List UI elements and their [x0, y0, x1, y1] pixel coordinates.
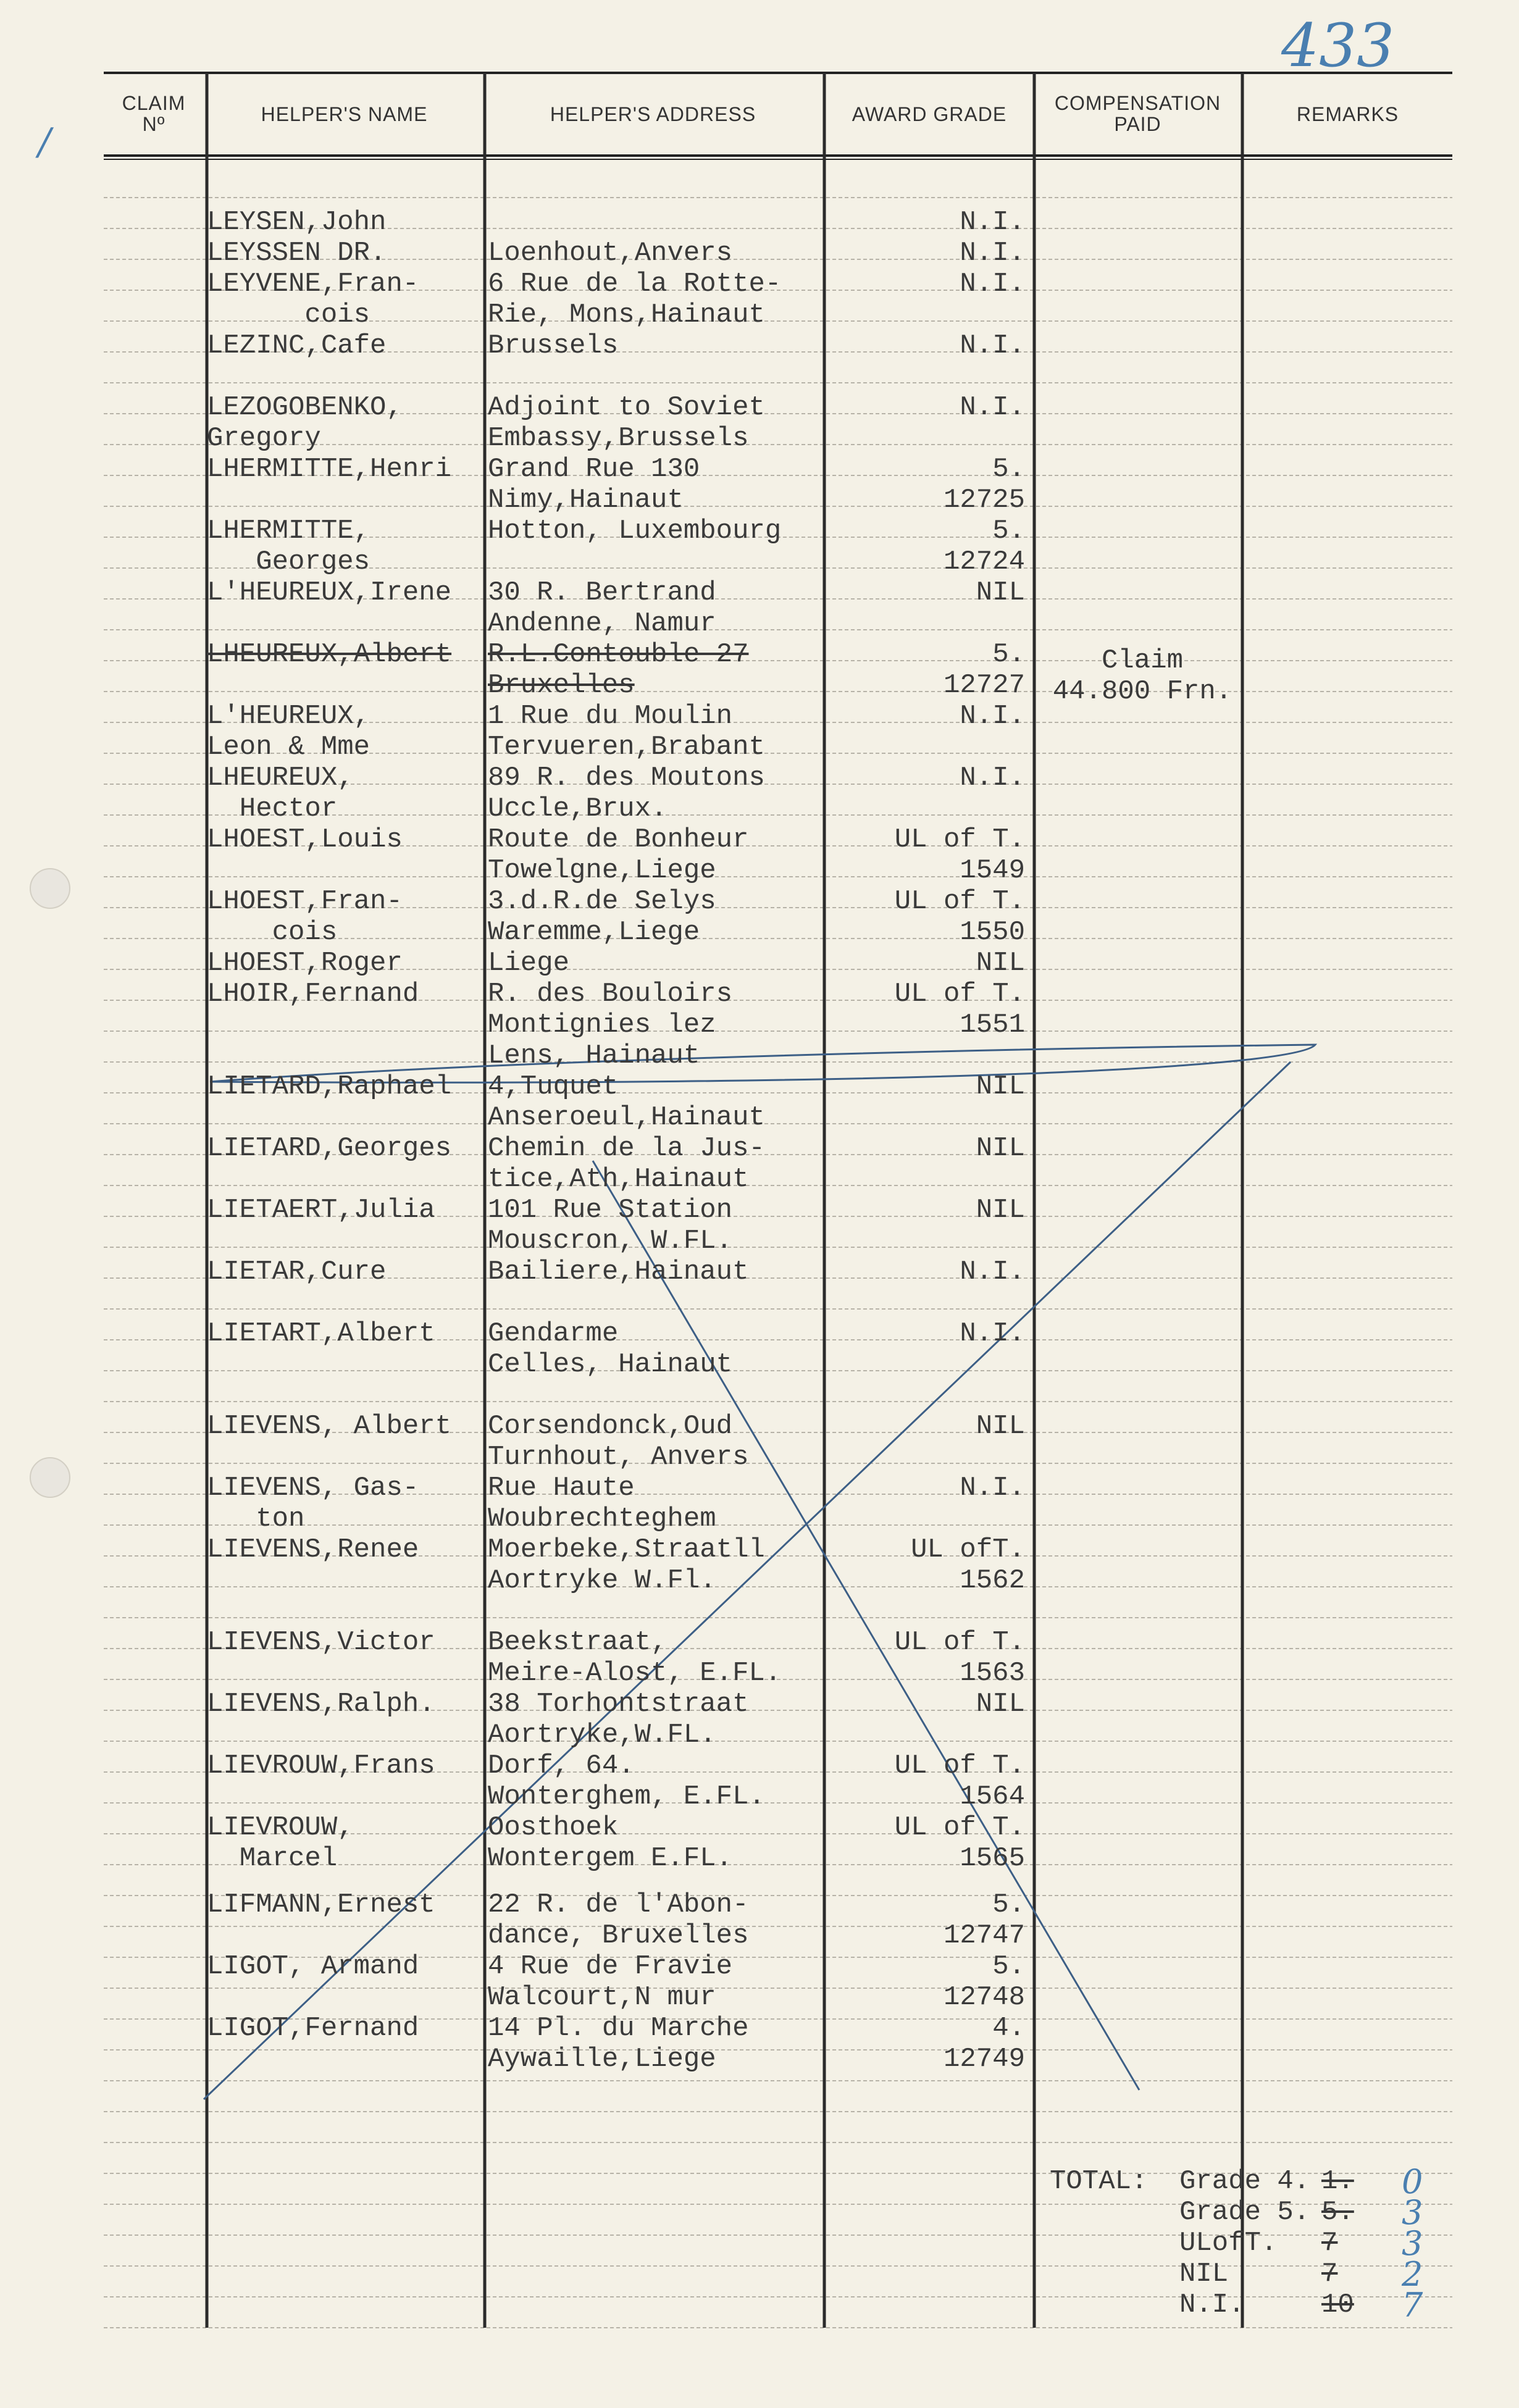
- header-helpers-address: HELPER'S ADDRESS: [550, 103, 756, 125]
- award-grade: UL of T. 1549: [894, 824, 1025, 886]
- helper-address: Grand Rue 130 Nimy,Hainaut: [488, 454, 700, 516]
- helper-address: Rue Haute Woubrechteghem: [488, 1473, 716, 1534]
- total-handwritten-value: 3: [1402, 2193, 1423, 2232]
- helper-name: LIEVENS,Victor: [207, 1627, 435, 1658]
- helper-name: LIFMANN,Ernest: [207, 1889, 435, 1920]
- helper-address: Beekstraat, Meire-Alost, E.FL.: [488, 1627, 782, 1689]
- compensation-paid: Claim 44.800 Frn.: [1052, 645, 1232, 707]
- helper-address: 30 R. Bertrand Andenne, Namur: [488, 577, 716, 639]
- helper-address: 22 R. de l'Abon- dance, Bruxelles: [488, 1889, 749, 1951]
- award-grade: N.I.: [960, 763, 1025, 793]
- total-typed-value: 7: [1321, 2259, 1338, 2289]
- header-compensation-paid: COMPENSATION PAID: [1054, 92, 1221, 135]
- helper-name: LIEVENS,Renee: [207, 1534, 419, 1565]
- total-label: Grade 5.: [1179, 2197, 1310, 2228]
- helper-address: R. des Bouloirs Montignies lez Lens, Hainaut: [488, 979, 733, 1071]
- header-claim-no: CLAIM Nº: [122, 92, 186, 135]
- helper-address: Chemin de la Jus- tice,Ath,Hainaut: [488, 1133, 765, 1195]
- header-award-grade: AWARD GRADE: [852, 103, 1007, 125]
- total-label: ULofT.: [1179, 2228, 1278, 2259]
- award-grade: N.I.: [960, 1256, 1025, 1287]
- helper-address: 4,Tuquet Anseroeul,Hainaut: [488, 1071, 765, 1133]
- helper-name: LIETAR,Cure: [207, 1256, 387, 1287]
- helper-address: Moerbeke,Straatll Aortryke W.Fl.: [488, 1534, 765, 1596]
- header-remarks: REMARKS: [1296, 103, 1399, 125]
- helper-address: Adjoint to Soviet Embassy,Brussels: [488, 392, 765, 454]
- award-grade: NIL: [976, 577, 1025, 608]
- helper-name: LIETARD,Raphael: [207, 1071, 452, 1102]
- award-grade: NIL: [976, 1411, 1025, 1442]
- award-grade: UL of T. 1565: [894, 1812, 1025, 1874]
- helper-address: Hotton, Luxembourg: [488, 516, 782, 546]
- total-label: Grade 4.: [1179, 2166, 1310, 2197]
- helper-name: LHOEST,Fran- cois: [207, 886, 403, 948]
- total-handwritten-value: 7: [1402, 2286, 1423, 2325]
- total-typed-value: 10: [1321, 2289, 1354, 2320]
- helper-name: LHOIR,Fernand: [207, 979, 419, 1010]
- award-grade: NIL: [976, 1133, 1025, 1164]
- award-grade: N.I.: [960, 238, 1025, 269]
- total-handwritten-value: 0: [1402, 2162, 1423, 2201]
- helper-address: 38 Torhontstraat Aortryke,W.FL.: [488, 1689, 749, 1750]
- helper-name: L'HEUREUX,Irene: [207, 577, 452, 608]
- helper-name: LHERMITTE,Henri: [207, 454, 452, 485]
- helper-name: LEYVENE,Fran- cois: [207, 269, 419, 330]
- award-grade: N.I.: [960, 1318, 1025, 1349]
- helper-name: LHOEST,Louis: [207, 824, 403, 855]
- helper-name: LEYSSEN DR.: [207, 238, 387, 269]
- helper-address: 101 Rue Station Mouscron, W.FL.: [488, 1195, 733, 1256]
- award-grade: NIL: [976, 1689, 1025, 1720]
- helper-address: Corsendonck,Oud Turnhout, Anvers: [488, 1411, 749, 1473]
- award-grade: 5. 12727: [943, 639, 1025, 701]
- total-typed-value: 1.: [1321, 2166, 1354, 2197]
- award-grade: UL ofT. 1562: [911, 1534, 1025, 1596]
- helper-name: LHERMITTE, Georges: [207, 516, 370, 577]
- award-grade: N.I.: [960, 392, 1025, 423]
- award-grade: 5. 12724: [943, 516, 1025, 577]
- helper-name: LIEVENS, Albert: [207, 1411, 452, 1442]
- helper-name: LHOEST,Roger: [207, 948, 403, 979]
- helper-name: L'HEUREUX, Leon & Mme: [207, 701, 370, 763]
- award-grade: UL of T. 1564: [894, 1750, 1025, 1812]
- helper-name: LEYSEN,John: [207, 207, 387, 238]
- helper-name: LIEVROUW,Frans: [207, 1750, 435, 1781]
- helper-address: Brussels: [488, 330, 619, 361]
- helper-address: 14 Pl. du Marche Aywaille,Liege: [488, 2013, 749, 2075]
- helper-name: LEZOGOBENKO, Gregory: [207, 392, 403, 454]
- helper-name: LIETART,Albert: [207, 1318, 435, 1349]
- helper-address: Loenhout,Anvers: [488, 238, 733, 269]
- header-helpers-name: HELPER'S NAME: [261, 103, 428, 125]
- helper-name: LIGOT,Fernand: [207, 2013, 419, 2044]
- helper-name: LIETARD,Georges: [207, 1133, 452, 1164]
- award-grade: UL of T. 1563: [894, 1627, 1025, 1689]
- helper-name: LEZINC,Cafe: [207, 330, 387, 361]
- award-grade: N.I.: [960, 1473, 1025, 1503]
- award-grade: N.I.: [960, 207, 1025, 238]
- helper-address: 89 R. des Moutons Uccle,Brux.: [488, 763, 765, 824]
- margin-mark: /: [38, 120, 51, 164]
- helper-address: Dorf, 64. Wonterghem, E.FL.: [488, 1750, 765, 1812]
- total-typed-value: 5.: [1321, 2197, 1354, 2228]
- helper-name: LHEUREUX, Hector: [207, 763, 354, 824]
- award-grade: 5. 12747: [943, 1889, 1025, 1951]
- award-grade: NIL: [976, 1195, 1025, 1226]
- total-label: NIL: [1179, 2259, 1229, 2289]
- award-grade: NIL: [976, 1071, 1025, 1102]
- helper-name: LIEVENS,Ralph.: [207, 1689, 435, 1720]
- award-grade: N.I.: [960, 330, 1025, 361]
- total-handwritten-value: 3: [1402, 2224, 1423, 2263]
- helper-address: 1 Rue du Moulin Tervueren,Brabant: [488, 701, 765, 763]
- helper-address: 3.d.R.de Selys Waremme,Liege: [488, 886, 716, 948]
- helper-name: LIGOT, Armand: [207, 1951, 419, 1982]
- helper-name: LIEVENS, Gas- ton: [207, 1473, 419, 1534]
- helper-address: Gendarme Celles, Hainaut: [488, 1318, 733, 1380]
- helper-address: R.L.Contouble 27 Bruxelles: [488, 639, 749, 701]
- total-typed-value: 7: [1321, 2228, 1338, 2259]
- total-handwritten-value: 2: [1402, 2255, 1423, 2294]
- helper-address: 6 Rue de la Rotte- Rie, Mons,Hainaut: [488, 269, 782, 330]
- award-grade: 5. 12725: [943, 454, 1025, 516]
- helper-name: LHEUREUX,Albert: [207, 639, 452, 670]
- helper-name: LIEVROUW, Marcel: [207, 1812, 354, 1874]
- award-grade: 5. 12748: [943, 1951, 1025, 2013]
- helper-address: Bailiere,Hainaut: [488, 1256, 749, 1287]
- award-grade: 4. 12749: [943, 2013, 1025, 2075]
- award-grade: N.I.: [960, 701, 1025, 732]
- award-grade: N.I.: [960, 269, 1025, 299]
- helper-name: LIETAERT,Julia: [207, 1195, 435, 1226]
- award-grade: UL of T. 1551: [894, 979, 1025, 1040]
- helper-address: 4 Rue de Fravie Walcourt,N mur: [488, 1951, 733, 2013]
- award-grade: UL of T. 1550: [894, 886, 1025, 948]
- page-number: 433: [1281, 11, 1395, 80]
- total-label: N.I.: [1179, 2289, 1245, 2320]
- helper-address: Oosthoek Wontergem E.FL.: [488, 1812, 733, 1874]
- award-grade: NIL: [976, 948, 1025, 979]
- helper-address: Route de Bonheur Towelgne,Liege: [488, 824, 749, 886]
- helper-address: Liege: [488, 948, 570, 979]
- totals-label: TOTAL:: [1050, 2166, 1148, 2197]
